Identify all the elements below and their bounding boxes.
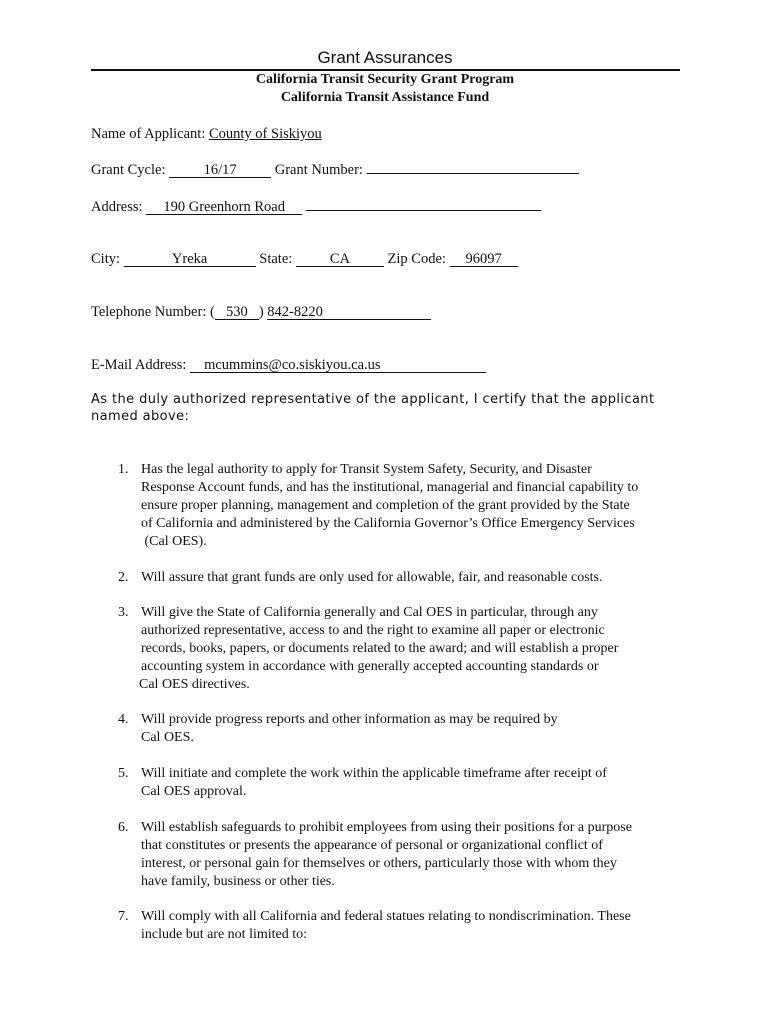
grant-cycle-value[interactable]: 16/17 bbox=[169, 163, 271, 178]
telephone-row bbox=[91, 304, 431, 321]
state-value[interactable]: CA bbox=[296, 252, 384, 267]
city-state-zip-row bbox=[91, 251, 518, 268]
item-line: Has the legal authority to apply for Transit System Safety, Security, and Disaster bbox=[141, 462, 592, 477]
title-divider bbox=[91, 69, 680, 71]
item-line: Will give the State of California generally and Cal OES in particular, through any bbox=[141, 605, 598, 620]
applicant-row bbox=[91, 126, 322, 143]
item-number: 4. bbox=[118, 712, 129, 727]
grant-number-label: Grant Number: bbox=[274, 162, 363, 178]
grant-cycle-row bbox=[91, 162, 579, 179]
email-label: E-Mail Address: bbox=[91, 357, 187, 373]
item-line: that constitutes or presents the appearance of personal or organizational conflict of bbox=[141, 838, 603, 853]
item-number: 3. bbox=[118, 605, 129, 620]
page-title: Grant Assurances bbox=[317, 48, 453, 67]
fund-title: California Transit Assistance Fund bbox=[280, 90, 490, 105]
item-line: Cal OES. bbox=[141, 730, 194, 745]
item-line: Cal OES directives. bbox=[139, 677, 250, 692]
address-extra-line[interactable] bbox=[306, 198, 541, 211]
item-line: have family, business or other ties. bbox=[141, 874, 335, 889]
item-line: Will initiate and complete the work within the applicable timeframe after receipt of bbox=[141, 766, 607, 781]
applicant-label: Name of Applicant: bbox=[91, 126, 206, 142]
telephone-number[interactable]: 842-8220 bbox=[267, 305, 431, 320]
item-line: records, books, papers, or documents related to the award; and will establish a proper bbox=[141, 641, 619, 656]
city-value[interactable]: Yreka bbox=[124, 252, 256, 267]
grant-number-field[interactable] bbox=[367, 173, 579, 174]
item-line: of California and administered by the California Governor’s Office Emergency Services bbox=[141, 516, 635, 531]
certification-intro: As the duly authorized representative of the applicant, I certify that the applicant named above: bbox=[91, 392, 655, 424]
item-line: Will comply with all California and federal statues relating to nondiscrimination. These bbox=[141, 909, 631, 924]
address-value[interactable]: 190 Greenhorn Road bbox=[146, 200, 302, 215]
item-line: Cal OES approval. bbox=[141, 784, 247, 799]
city-label: City: bbox=[91, 251, 121, 267]
address-row bbox=[91, 198, 541, 216]
telephone-paren: ) bbox=[258, 304, 264, 320]
email-text: mcummins@co.siskiyou.ca.us bbox=[204, 357, 381, 373]
item-line: accounting system in accordance with generally accepted accounting standards or bbox=[141, 659, 599, 674]
item-number: 2. bbox=[118, 570, 129, 585]
item-number: 1. bbox=[118, 462, 129, 477]
item-number: 5. bbox=[118, 766, 129, 781]
item-line: include but are not limited to: bbox=[141, 927, 308, 942]
item-number: 6. bbox=[118, 820, 129, 835]
grant-cycle-label: Grant Cycle: bbox=[91, 162, 166, 178]
zip-label: Zip Code: bbox=[387, 251, 446, 267]
item-line: Will establish safeguards to prohibit employees from using their positions for a purpose bbox=[141, 820, 632, 835]
zip-value[interactable]: 96097 bbox=[450, 252, 518, 267]
item-line: Response Account funds, and has the institutional, managerial and financial capability to bbox=[141, 480, 639, 495]
item-line: interest, or personal gain for themselves or others, particularly those with whom they bbox=[141, 856, 617, 871]
email-row bbox=[91, 357, 486, 374]
state-label: State: bbox=[259, 251, 293, 267]
item-line: authorized representative, access to and the right to examine all paper or electronic bbox=[141, 623, 605, 638]
telephone-label: Telephone Number: ( bbox=[91, 304, 215, 320]
program-title: California Transit Security Grant Program bbox=[255, 72, 515, 87]
email-value[interactable] bbox=[190, 358, 486, 373]
item-line: Will provide progress reports and other information as may be required by bbox=[141, 712, 558, 727]
telephone-area-code[interactable]: 530 bbox=[215, 305, 259, 320]
item-line: ensure proper planning, management and completion of the grant provided by the State bbox=[141, 498, 630, 513]
applicant-value[interactable]: County of Siskiyou bbox=[208, 126, 322, 142]
item-line: Will assure that grant funds are only used for allowable, fair, and reasonable costs. bbox=[141, 570, 603, 585]
item-number: 7. bbox=[118, 909, 129, 924]
item-line: (Cal OES). bbox=[141, 534, 207, 549]
address-label: Address: bbox=[91, 199, 143, 215]
